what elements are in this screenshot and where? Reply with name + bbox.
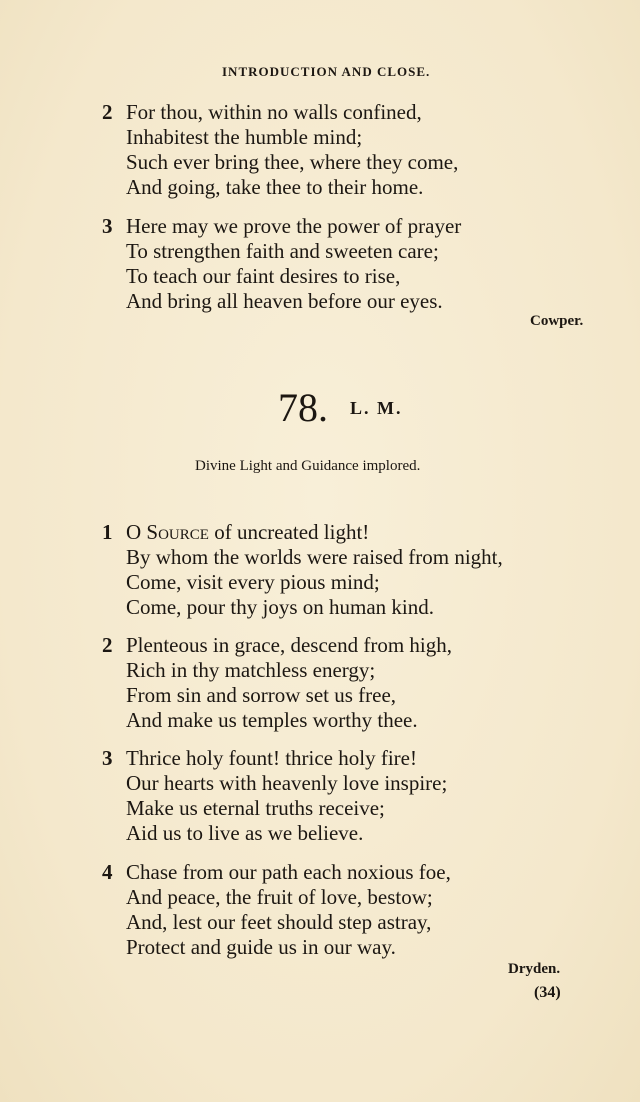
verse-line: And going, take thee to their home. <box>126 175 424 199</box>
verse-line: Come, visit every pious mind; <box>126 570 380 594</box>
stanza-number: 1 <box>102 520 113 544</box>
hymn-meter: L. M. <box>350 398 403 418</box>
running-head: INTRODUCTION AND CLOSE. <box>222 64 431 79</box>
verse-line: Aid us to live as we believe. <box>126 821 364 845</box>
hymn-number: 78. <box>278 385 328 430</box>
hymn-author: Cowper. <box>530 313 584 329</box>
verse-line: Thrice holy fount! thrice holy fire! <box>126 746 417 770</box>
hymn-author: Dryden. <box>508 961 561 977</box>
stanza-number: 4 <box>102 860 113 884</box>
first-word-smallcaps: Source <box>146 520 209 544</box>
stanza-number: 2 <box>102 100 113 124</box>
first-line-prefix: O <box>126 520 147 544</box>
verse-line: To teach our faint desires to rise, <box>126 264 401 288</box>
verse-line-first <box>126 520 369 544</box>
stanza-number: 2 <box>102 633 113 657</box>
verse-line: And make us temples worthy thee. <box>126 708 418 732</box>
verse-line: Here may we prove the power of prayer <box>126 214 462 238</box>
verse-line: Chase from our path each noxious foe, <box>126 860 451 884</box>
verse-line: And peace, the fruit of love, bestow; <box>126 885 433 909</box>
first-line-suffix: of uncreated light! <box>208 520 370 544</box>
verse-line: Inhabitest the humble mind; <box>126 125 363 149</box>
verse-line: Make us eternal truths receive; <box>126 796 385 820</box>
verse-line: To strengthen faith and sweeten care; <box>126 239 439 263</box>
verse-line: Such ever bring thee, where they come, <box>126 150 459 174</box>
verse-line: Protect and guide us in our way. <box>126 935 396 959</box>
verse-line: From sin and sorrow set us free, <box>126 683 397 707</box>
hymn-title: Divine Light and Guidance implored. <box>195 458 421 474</box>
verse-line: And bring all heaven before our eyes. <box>126 289 443 313</box>
verse-line: Our hearts with heavenly love inspire; <box>126 771 448 795</box>
verse-line: For thou, within no walls confined, <box>126 100 422 124</box>
verse-line: And, lest our feet should step astray, <box>126 910 432 934</box>
verse-line: Come, pour thy joys on human kind. <box>126 595 434 619</box>
verse-line: Rich in thy matchless energy; <box>126 658 376 682</box>
stanza-number: 3 <box>102 214 113 238</box>
stanza-number: 3 <box>102 746 113 770</box>
verse-line: By whom the worlds were raised from night, <box>126 545 503 569</box>
verse-line: Plenteous in grace, descend from high, <box>126 633 452 657</box>
page-number: (34) <box>534 984 561 1001</box>
